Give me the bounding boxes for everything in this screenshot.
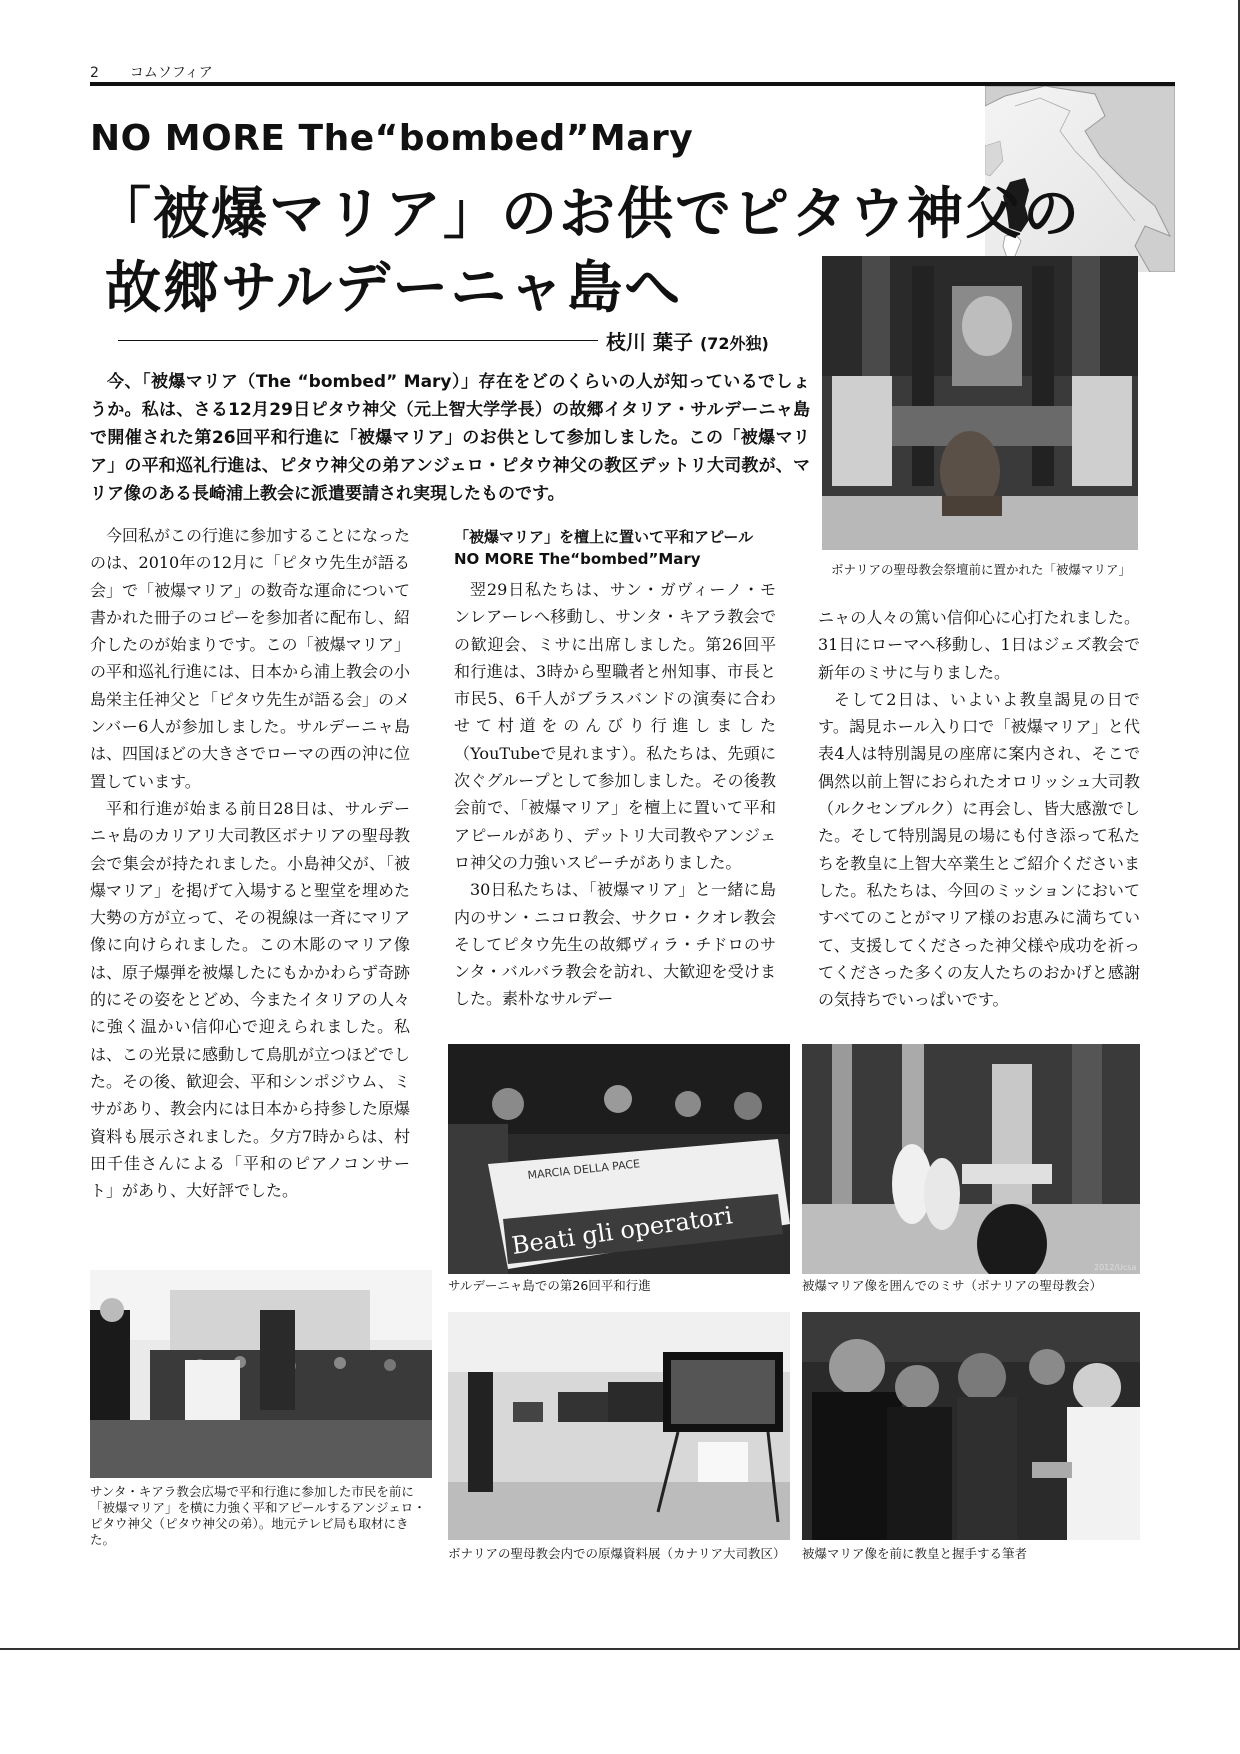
plaza-photo [90, 1270, 432, 1478]
column1-paragraph-2: 平和行進が始まる前日28日は、サルデーニャ島のカリアリ大司教区ボナリアの聖母教会で集会が持たれました。小島神父が、「被爆マリア」を掲げて入場すると聖堂を埋めた大勢の方が立って、その視線は一斉にマリア像に向けられました。この木彫のマリア像は、原子爆弾を被爆したにもかかわらず奇跡的にその姿をとどめ、今またイタリアの人々に強く温かい信仰心で迎えられました。私は、この光景に感動して鳥肌が立つほどでした。その後、歓迎会、平和シンポジウム、ミサがあり、教会内には日本から持参した原爆資料も展示されました。夕方7時からは、村田千佳さんによる「平和のピアノコンサート」があり、大好評でした。 [90, 798, 411, 1201]
author-affiliation: (72外独) [699, 334, 769, 353]
banner-main-text: Beati gli operatori [509, 1201, 735, 1260]
japanese-title-line2: 故郷サルデーニャ島へ [105, 255, 683, 321]
column-2-subhead [454, 526, 784, 570]
column3-paragraph-2: そして2日は、いよいよ教皇謁見の日です。謁見ホール入り口で「被爆マリア」と代表4人は特別謁見の座席に案内され、そこで偶然以前上智におられたオロリッシュ大司教（ルクセンブルク）に再会し、皆大感激でした。そして特別謁見の場にも付き添って私たちを教皇に上智大卒業生とご紹介くださいました。私たちは、今回のミッションにおいてすべてのことがマリア様のお恵みに満ちていて、支援してくださった神父様や成功を祈ってくださった多くの友人たちのおかげと感謝の気持ちでいっぱいです。 [818, 689, 1140, 1010]
peace-march-photo [448, 1044, 790, 1274]
page-number: 2 [90, 65, 99, 81]
page-header [90, 62, 213, 82]
lead-paragraph [90, 368, 810, 508]
column3-paragraph-1: ニャの人々の篤い信仰心に心打たれました。31日にローマへ移動し、1日はジェズ教会で新年のミサに与りました。 [818, 608, 1140, 682]
column1-paragraph-1: 今回私がこの行進に参加することになったのは、2010年の12月に「ピタウ先生が語る会」で「被爆マリア」の数奇な運命について書かれた冊子のコピーを参加者に配布し、紹介したのが始まりです。この「被爆マリア」の平和巡礼行進には、日本から浦上教会の小島栄主任神父と「ピタウ先生が語る会」のメンバー6人が参加しました。サルデーニャ島は、四国ほどの大きさでローマの西の沖に位置しています。 [90, 526, 411, 791]
byline [606, 326, 769, 355]
subhead-line2: NO MORE The“bombed”Mary [454, 550, 701, 568]
mass-photo-credit: 2012/Ucsa [1094, 1263, 1137, 1272]
mass-caption: 被爆マリア像を囲んでのミサ（ボナリアの聖母教会） [802, 1278, 1103, 1293]
column2-paragraph-1: 翌29日私たちは、サン・ガヴィーノ・モンレアーレへ移動し、サンタ・キアラ教会での歓迎会、ミサに出席しました。第26回平和行進は、3時から聖職者と州知事、市長と市民5、6千人がブラスバンドの演奏に合わせて村道をのんびり行進しました（YouTubeで見れます）。私たちは、先頭に次ぐグループとして参加しました。その後教会前で、「被爆マリア」を檀上に置いて平和アピールがあり、デットリ大司教やアンジェロ神父の力強いスピーチがありました。 [454, 580, 776, 872]
altar-photo [822, 256, 1138, 550]
banner-top-text: MARCIA DELLA PACE [526, 1157, 641, 1182]
author-name: 枝川 葉子 [606, 330, 693, 354]
lead-text: 今、「被爆マリア（The “bombed” Mary）」存在をどのくらいの人が知っているでしょうか。私は、さる12月29日ピタウ神父（元上智大学学長）の故郷イタリア・サルデーニャ島で開催された第26回平和行進に「被爆マリア」のお供として参加しました。この「被爆マリア」の平和巡礼行進は、ピタウ神父の弟アンジェロ・ピタウ神父の教区デットリ大司教が、マリア像のある長崎浦上教会に派遣要請され実現したものです。 [90, 372, 810, 504]
pope-caption: 被爆マリア像を前に教皇と握手する筆者 [802, 1546, 1028, 1561]
exhibition-caption: ボナリアの聖母教会内での原爆資料展（カナリア大司教区） [448, 1546, 786, 1561]
column-1 [90, 522, 410, 1204]
column-3 [818, 604, 1140, 1013]
english-title: NO MORE The“bombed”Mary [90, 118, 694, 159]
pope-photo [802, 1312, 1140, 1540]
byline-rule [118, 340, 598, 341]
altar-caption: ボナリアの聖母教会祭壇前に置かれた「被爆マリア」 [830, 562, 1131, 577]
exhibition-photo [448, 1312, 790, 1540]
plaza-caption: サンタ・キアラ教会広場で平和行進に参加した市民を前に「被爆マリア」を横に力強く平和アピールするアンジェロ・ピタウ神父（ピタウ神父の弟）。地元テレビ局も取材にきた。 [90, 1484, 426, 1547]
peace-march-caption: サルデーニャ島での第26回平和行進 [448, 1278, 651, 1293]
japanese-title-line1: 「被爆マリア」のお供でピタウ神父の [95, 181, 1081, 247]
publication-name: コムソフィア [129, 65, 213, 81]
column2-paragraph-2: 30日私たちは、「被爆マリア」と一緒に島内のサン・ニコロ教会、サクロ・クオレ教会そしてピタウ先生の故郷ヴィラ・チドロのサンタ・バルバラ教会を訪れ、大歓迎を受けました。素朴なサルデー [454, 880, 776, 1009]
mass-photo [802, 1044, 1140, 1274]
subhead-line1: 「被爆マリア」を檀上に置いて平和アピール [454, 528, 754, 546]
column-2 [454, 576, 776, 1013]
